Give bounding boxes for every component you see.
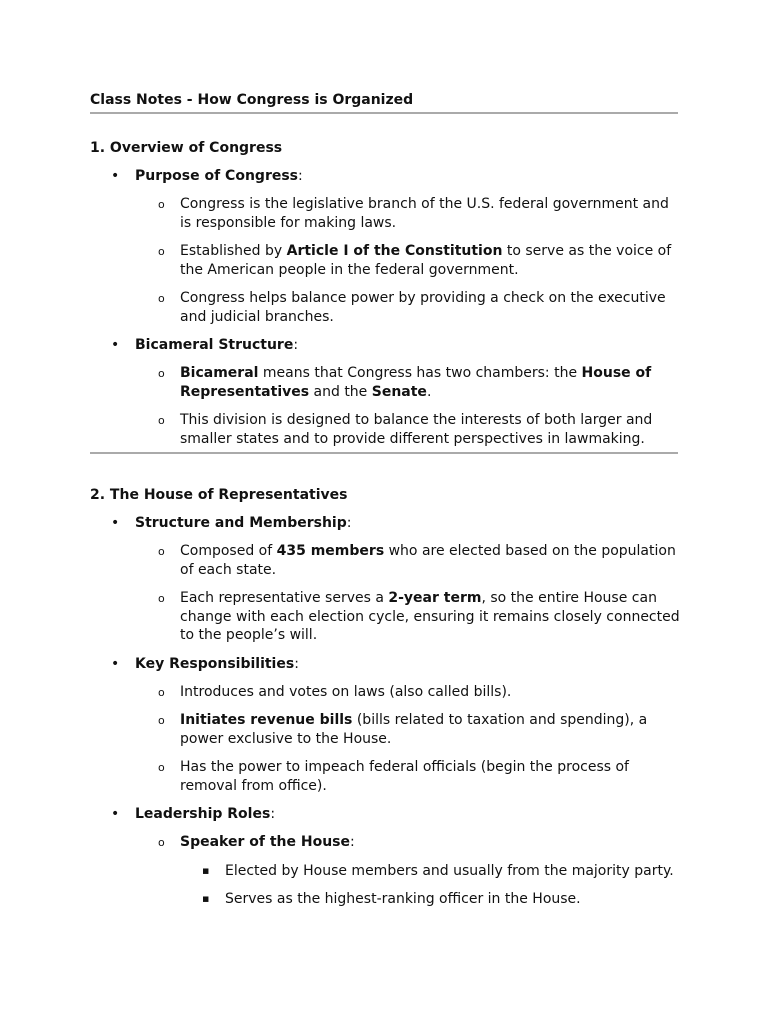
item-label: Purpose of Congress [135,168,299,184]
sub-item: o Has the power to impeach federal officials (begin the process of removal from office). [158,759,629,794]
circle-marker: o [158,836,165,849]
circle-marker: o [158,292,165,305]
sub-item: o Congress helps balance power by providing a check on the executive and judicial branches. [158,290,666,325]
circle-marker: o [158,714,165,727]
sub-item: o Initiates revenue bills (bills related to taxation and spending), a power exclusive to the House. [158,712,648,747]
section-heading-overview: 1. Overview of Congress [90,140,283,156]
sub-item: o Each representative serves a 2-year term, so the entire House can change with each election cycle, ensuring it remains closely connected to the people’s will. [158,590,680,643]
title-divider [90,112,678,114]
sub-item-speaker: o Speaker of the House: [90,833,680,852]
circle-marker: o [158,685,165,699]
square-marker: ▪ [202,891,210,905]
bullet-marker: • [111,515,120,531]
list-item-structure: • Structure and Membership: [111,515,352,531]
document-content [90,91,680,908]
bullet-marker: • [111,337,120,353]
sub-item: o Introduces and votes on laws (also called bills). [90,683,680,702]
sub-sub-item: ▪ Elected by House members and usually from the majority party. [202,862,674,879]
circle-marker: o [158,761,165,774]
page-title: Class Notes - How Congress is Organized [90,92,414,108]
sub-sub-item: ▪ Serves as the highest-ranking officer in the House. [202,890,581,907]
item-label: Structure and Membership [135,515,347,531]
circle-marker: o [158,414,165,427]
circle-marker: o [158,545,165,558]
list-item-responsibilities: • Key Responsibilities: [111,655,299,672]
item-label: Bicameral Structure [135,337,294,353]
list-item-purpose: • Purpose of Congress: [111,168,303,184]
sub-item: o Established by Article I of the Constitution to serve as the voice of the American people in the federal government. [158,243,672,278]
sub-item: o Congress is the legislative branch of the U.S. federal government and is responsible for making laws. [158,196,669,231]
circle-marker: o [158,592,165,605]
circle-marker: o [158,367,165,380]
section-heading-house: 2. The House of Representatives [90,487,348,503]
bullet-marker: • [111,806,120,822]
sub-item: o Bicameral means that Congress has two chambers: the House of Representatives and the Senate. [158,365,652,400]
item-label: Leadership Roles [135,806,271,822]
circle-marker: o [158,245,165,258]
circle-marker: o [158,198,165,211]
list-item-bicameral: • Bicameral Structure: [111,337,299,353]
item-label: Key Responsibilities [135,655,295,672]
bullet-marker: • [111,168,120,184]
sub-item: o Composed of 435 members who are elected based on the population of each state. [158,543,676,578]
sub-item: o This division is designed to balance the interests of both larger and smaller states and to provide different perspectives in lawmaking. [158,412,653,447]
square-marker: ▪ [202,863,210,877]
list-item-leadership: • Leadership Roles: [111,806,276,822]
section-divider [90,452,678,454]
bullet-marker: • [111,655,120,672]
